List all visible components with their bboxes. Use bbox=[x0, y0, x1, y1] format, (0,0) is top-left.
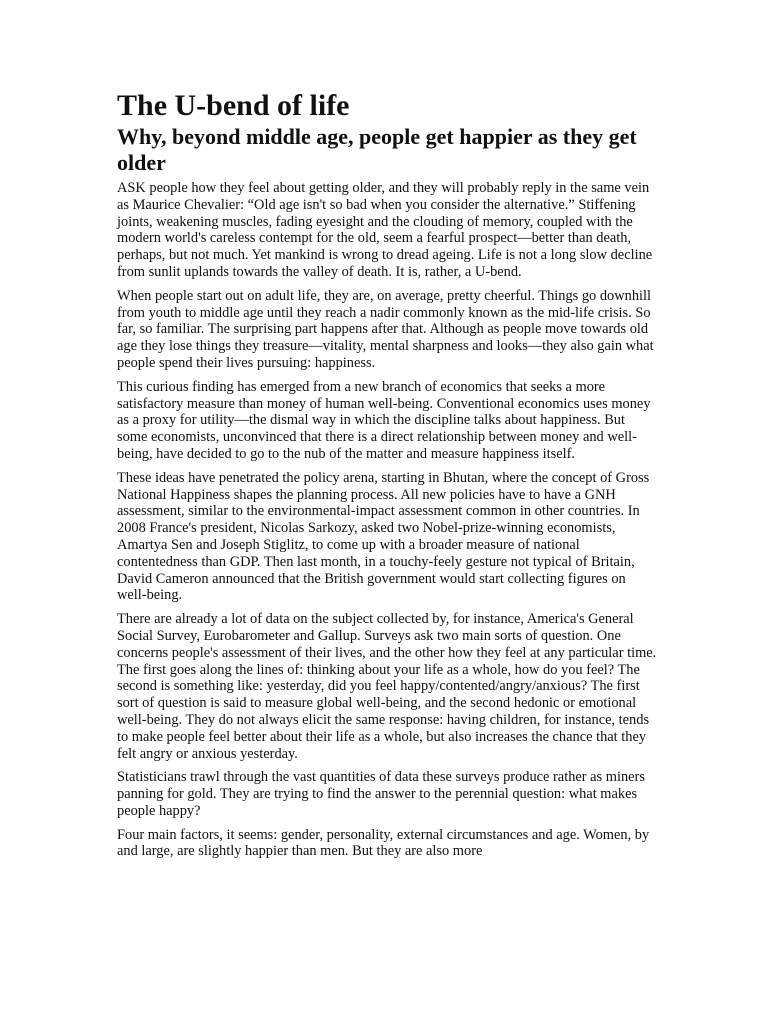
article-title: The U-bend of life bbox=[117, 89, 350, 122]
article bbox=[117, 88, 657, 867]
paragraph-7: Four main factors, it seems: gender, personality, external circumstances and age. Women, by and large, are slightly happier than men. But they are also more bbox=[117, 826, 650, 860]
article-subtitle: Why, beyond middle age, people get happier as they get older bbox=[117, 124, 637, 175]
paragraph-5: There are already a lot of data on the subject collected by, for instance, America's General Social Survey, Eurobarometer and Gallup. Surveys ask two main sorts of question. One concerns people's assessment of their lives, and the other how they feel at any particular time. The first goes along the lines of: thinking about your life as a whole, how do you feel? The second is something like: yesterday, did you feel happy/contented/angry/anxious? The first sort of question is said to measure global well-being, and the second hedonic or emotional well-being. They do not always elicit the same response: having children, for instance, tends to make people feel better about their life as a whole, but also increases the chance that they felt angry or anxious yesterday. bbox=[117, 611, 657, 762]
paragraph-6: Statisticians trawl through the vast quantities of data these surveys produce rather as miners panning for gold. They are trying to find the answer to the perennial question: what makes people happy? bbox=[117, 769, 645, 819]
paragraph-2: When people start out on adult life, they are, on average, pretty cheerful. Things go downhill from youth to middle age until they reach a nadir commonly known as the mid-life crisis. So far, so familiar. The surprising part happens after that. Although as people move towards old age they lose things they treasure—vitality, mental sharpness and looks—they also gain what people spend their lives pursuing: happiness. bbox=[117, 287, 654, 371]
paragraph-1: ASK people how they feel about getting older, and they will probably reply in the same vein as Maurice Chevalier: “Old age isn't so bad when you consider the alternative.” Stiffening joints, weakening muscles, fading eyesight and the clouding of memory, coupled with the modern world's careless contempt for the old, seem a fearful prospect—better than death, perhaps, but not much. Yet mankind is wrong to dread ageing. Life is not a long slow decline from sunlit uplands towards the valley of death. It is, rather, a U-bend. bbox=[117, 180, 653, 280]
paragraph-4: These ideas have penetrated the policy arena, starting in Bhutan, where the concept of Gross National Happiness shapes the planning process. All new policies have to have a GNH assessment, similar to the environmental-impact assessment common in other countries. In 2008 France's president, Nicolas Sarkozy, asked two Nobel-prize-winning economists, Amartya Sen and Joseph Stiglitz, to come up with a broader measure of national contentedness than GDP. Then last month, in a touchy-feely gesture not typical of Britain, David Cameron announced that the British government would start collecting figures on well-being. bbox=[117, 469, 650, 604]
paragraph-3: This curious finding has emerged from a new branch of economics that seeks a more satisfactory measure than money of human well-being. Conventional economics uses money as a proxy for utility—the dismal way in which the discipline talks about happiness. But some economists, unconvinced that there is a direct relationship between money and well-being, have decided to go to the nub of the matter and measure happiness itself. bbox=[117, 378, 651, 462]
